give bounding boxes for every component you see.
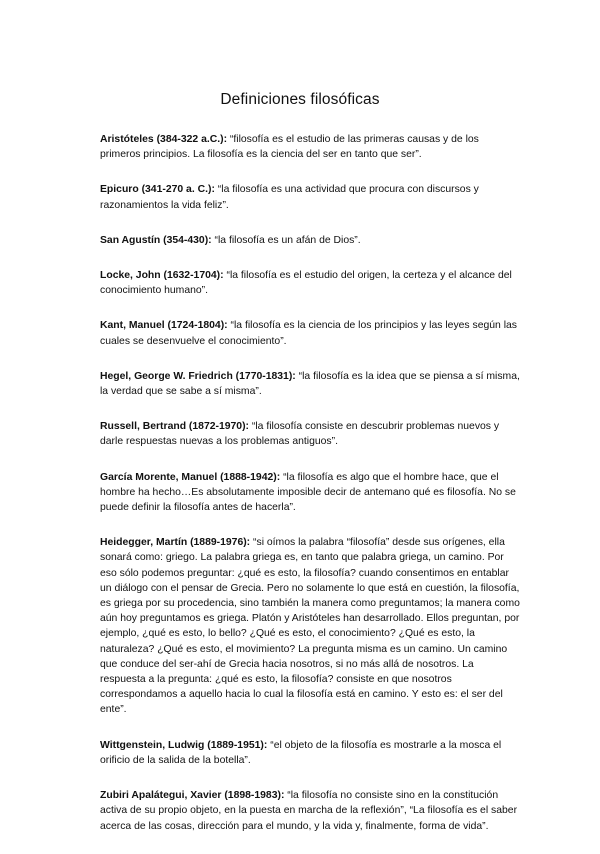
entry-quote: “la filosofía es el estudio del origen, la certeza y el alcance del conocimiento humano”. — [100, 270, 512, 297]
definition-entry — [100, 318, 520, 348]
entry-author: Heidegger, Martín (1889-1976): — [100, 537, 251, 549]
definition-entry — [100, 738, 520, 768]
entry-author: Locke, John (1632-1704): — [100, 270, 224, 282]
entry-quote: “la filosofía es algo que el hombre hace, que el hombre ha hecho…Es absolutamente imposible decir de antemano qué es filosofía. No se puede definir la filosofía antes de hacerla”. — [100, 471, 516, 514]
definition-entry — [100, 132, 520, 162]
entry-quote: “la filosofía consiste en descubrir problemas nuevos y darle respuestas nuevas a los problemas antiguos”. — [100, 421, 500, 448]
entry-quote: “la filosofía es la idea que se piensa a sí misma, la verdad que se sabe a sí misma”. — [100, 370, 520, 398]
entry-quote: “si oímos la palabra “filosofía” desde sus orígenes, ella sonará como: griego. La palabra griega es, en tanto que palabra griega, un camino. Por eso sólo podemos preguntar: ¿qué es esto, la filosofía? cuando consentimos en entablar un diálogo con el pensar de Grecia. Pero no solamente lo que está en cuestión, la filosofía, es griega por su procedencia, sino también la manera como preguntamos; la manera como aún hoy preguntamos es griega. Platón y Aristóteles han desarrollado. Ellos preguntan, por ejemplo, ¿qué es esto, lo bello? ¿Qué es esto, el conocimiento? ¿Qué es esto, la naturaleza? ¿Qué es esto, el movimiento? La pregunta misma es un camino. Un camino que conduce del ser-ahí de Grecia hacia nosotros, si no más allá de nosotros. La respuesta a la pregunta: ¿qué es esto, la filosofía? consiste en que nosotros correspondamos a aquello hacia lo cual la filosofía está en camino. Y esto es: el ser del ente”. — [100, 537, 520, 716]
entry-quote: “la filosofía es una actividad que procura con discursos y razonamientos la vida feliz”. — [100, 184, 479, 211]
entry-quote: “la filosofía es un afán de Dios”. — [211, 234, 361, 246]
entry-quote: “la filosofía no consiste sino en la constitución activa de su propio objeto, en la puesta en marcha de la reflexión”, “La filosofía es el saber acerca de las cosas, dirección para el mundo, y la vida y, finalmente, forma de vida”. — [100, 790, 518, 832]
entry-author: Kant, Manuel (1724-1804): — [100, 320, 228, 332]
definition-entry — [100, 233, 520, 248]
entry-author: Hegel, George W. Friedrich (1770-1831): — [100, 370, 296, 382]
definitions-list — [100, 132, 520, 854]
entry-quote: “filosofía es el estudio de las primeras causas y de los primeros principios. La filosofía es la ciencia del ser en tanto que ser”. — [100, 134, 479, 161]
entry-author: Zubiri Apalátegui, Xavier (1898-1983): — [100, 790, 285, 802]
definition-entry — [100, 182, 520, 212]
definition-entry — [100, 470, 520, 516]
page-title: Definiciones filosóficas — [220, 91, 380, 108]
entry-author: Russell, Bertrand (1872-1970): — [100, 421, 249, 433]
entry-author: San Agustín (354-430): — [100, 234, 212, 246]
definition-entry — [100, 419, 520, 449]
definition-entry — [100, 369, 520, 399]
entry-author: Wittgenstein, Ludwig (1889-1951): — [100, 739, 268, 751]
entry-author: García Morente, Manuel (1888-1942): — [100, 471, 281, 483]
definition-entry — [100, 268, 520, 298]
entry-author: Aristóteles (384-322 a.C.): — [100, 134, 228, 145]
entry-quote: “la filosofía es la ciencia de los principios y las leyes según las cuales se desenvuelve el conocimiento”. — [100, 320, 517, 347]
entry-author: Epicuro (341-270 a. C.): — [100, 184, 215, 196]
definition-entry — [100, 535, 520, 717]
entry-quote: “el objeto de la filosofía es mostrarle a la mosca el orificio de la salida de la botella”. — [100, 739, 502, 766]
definition-entry — [100, 788, 520, 834]
